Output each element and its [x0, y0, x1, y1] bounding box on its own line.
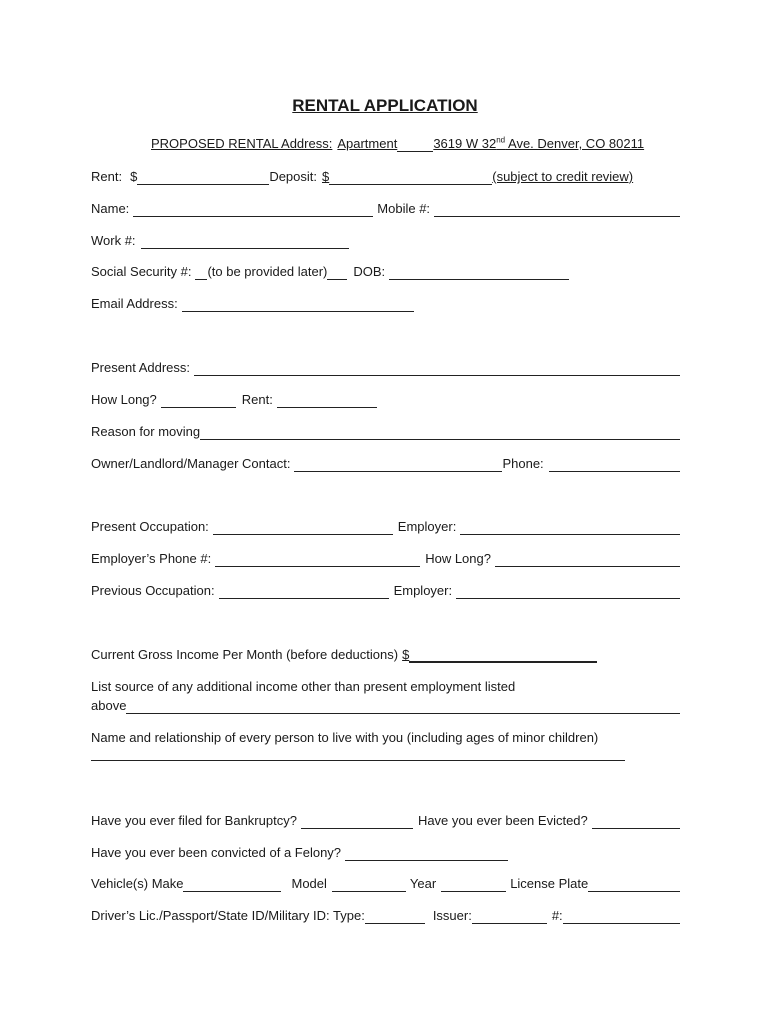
previous-employer-label: Employer: — [393, 583, 453, 598]
mobile-field[interactable] — [434, 203, 680, 217]
occupation-row — [91, 517, 680, 535]
present-rent-label: Rent: — [241, 392, 273, 407]
present-address-label: Present Address: — [91, 360, 190, 375]
additional-income-label: List source of any additional income other than present employment listed — [91, 679, 516, 694]
name-mobile-row — [91, 199, 680, 217]
work-field[interactable] — [141, 235, 349, 249]
reason-row — [91, 422, 680, 440]
ssn-note: (to be provided later) — [207, 264, 328, 279]
name-field[interactable] — [133, 203, 373, 217]
mobile-label: Mobile #: — [377, 201, 431, 216]
owner-field[interactable] — [294, 458, 502, 472]
how-long-rent-row — [91, 390, 680, 408]
felony-field[interactable] — [345, 847, 508, 861]
income-field[interactable] — [409, 648, 597, 663]
reason-label: Reason for moving — [91, 424, 201, 439]
how-long-field[interactable] — [161, 394, 236, 408]
deposit-dollar: $ — [322, 169, 330, 184]
employer-field[interactable] — [460, 521, 680, 535]
employer-label: Employer: — [397, 519, 457, 534]
proposed-address-row — [151, 134, 645, 152]
issuer-label: Issuer: — [432, 908, 472, 923]
form-title: RENTAL APPLICATION — [292, 96, 478, 115]
work-label: Work #: — [91, 233, 136, 248]
license-plate-field[interactable] — [588, 878, 680, 892]
apartment-label: Apartment — [337, 136, 398, 151]
evicted-label: Have you ever been Evicted? — [417, 813, 588, 828]
owner-phone-field[interactable] — [549, 458, 680, 472]
household-label: Name and relationship of every person to live with you (including ages of minor children) — [91, 730, 599, 745]
employer-phone-label: Employer’s Phone #: — [91, 551, 212, 566]
rent-deposit-row — [91, 167, 680, 185]
work-row — [91, 231, 680, 249]
present-rent-field[interactable] — [277, 394, 377, 408]
additional-income-block — [91, 678, 680, 714]
name-label: Name: — [91, 201, 130, 216]
employment-how-long-field[interactable] — [495, 553, 680, 567]
employer-phone-field[interactable] — [215, 553, 420, 567]
felony-row — [91, 843, 680, 861]
additional-income-field[interactable] — [126, 700, 680, 714]
present-address-row — [91, 358, 680, 376]
ssn-dob-row — [91, 262, 680, 280]
evicted-field[interactable] — [592, 815, 680, 829]
income-dollar: $ — [402, 647, 410, 662]
id-number-label: #: — [551, 908, 563, 923]
owner-phone-label: Phone: — [502, 456, 544, 471]
issuer-field[interactable] — [472, 910, 547, 924]
vehicle-row — [91, 874, 680, 892]
ssn-blank-after[interactable] — [327, 266, 347, 280]
vehicle-year-field[interactable] — [441, 878, 506, 892]
rent-field[interactable] — [137, 171, 269, 185]
ssn-blank-before[interactable] — [195, 266, 207, 280]
bankruptcy-row — [91, 811, 680, 829]
vehicle-make-label: Vehicle(s) Make — [91, 876, 184, 891]
vehicle-make-field[interactable] — [183, 878, 281, 892]
vehicle-model-field[interactable] — [332, 878, 406, 892]
rent-label: Rent: — [91, 169, 123, 184]
vehicle-model-label: Model — [291, 876, 327, 891]
how-long-label: How Long? — [91, 392, 157, 407]
previous-occupation-row — [91, 581, 680, 599]
reason-field[interactable] — [200, 426, 680, 440]
income-label: Current Gross Income Per Month (before deductions) — [91, 647, 399, 662]
vehicle-year-label: Year — [409, 876, 437, 891]
household-field[interactable] — [91, 747, 625, 761]
occupation-field[interactable] — [213, 521, 393, 535]
email-label: Email Address: — [91, 296, 178, 311]
rent-dollar: $ — [130, 169, 138, 184]
present-address-field[interactable] — [194, 362, 680, 376]
previous-employer-field[interactable] — [456, 585, 680, 599]
bankruptcy-label: Have you ever filed for Bankruptcy? — [91, 813, 297, 828]
felony-label: Have you ever been convicted of a Felony? — [91, 845, 342, 860]
employment-how-long-label: How Long? — [425, 551, 491, 566]
id-type-label: Driver’s Lic./Passport/State ID/Military ID: Type: — [91, 908, 365, 923]
deposit-label: Deposit: — [269, 169, 318, 184]
occupation-label: Present Occupation: — [91, 519, 209, 534]
previous-occupation-label: Previous Occupation: — [91, 583, 215, 598]
income-row — [91, 645, 680, 663]
street-address: 3619 W 32nd Ave. Denver, CO 80211 — [433, 135, 645, 151]
credit-review-note: (subject to credit review) — [492, 169, 634, 184]
email-row — [91, 294, 680, 312]
additional-income-line — [91, 696, 680, 714]
id-type-field[interactable] — [365, 910, 425, 924]
proposed-address-label: PROPOSED RENTAL Address: — [151, 136, 333, 151]
additional-income-above: above — [91, 698, 127, 713]
bankruptcy-field[interactable] — [301, 815, 413, 829]
previous-occupation-field[interactable] — [219, 585, 389, 599]
employer-phone-row — [91, 549, 680, 567]
apartment-blank[interactable] — [397, 138, 433, 152]
household-block — [91, 729, 680, 761]
owner-phone-row — [91, 454, 680, 472]
ssn-label: Social Security #: — [91, 264, 192, 279]
id-number-field[interactable] — [563, 910, 680, 924]
email-field[interactable] — [182, 298, 414, 312]
owner-label: Owner/Landlord/Manager Contact: — [91, 456, 291, 471]
license-row — [91, 906, 680, 924]
deposit-field[interactable] — [329, 171, 492, 185]
dob-label: DOB: — [353, 264, 386, 279]
license-plate-label: License Plate — [510, 876, 589, 891]
dob-field[interactable] — [389, 266, 569, 280]
